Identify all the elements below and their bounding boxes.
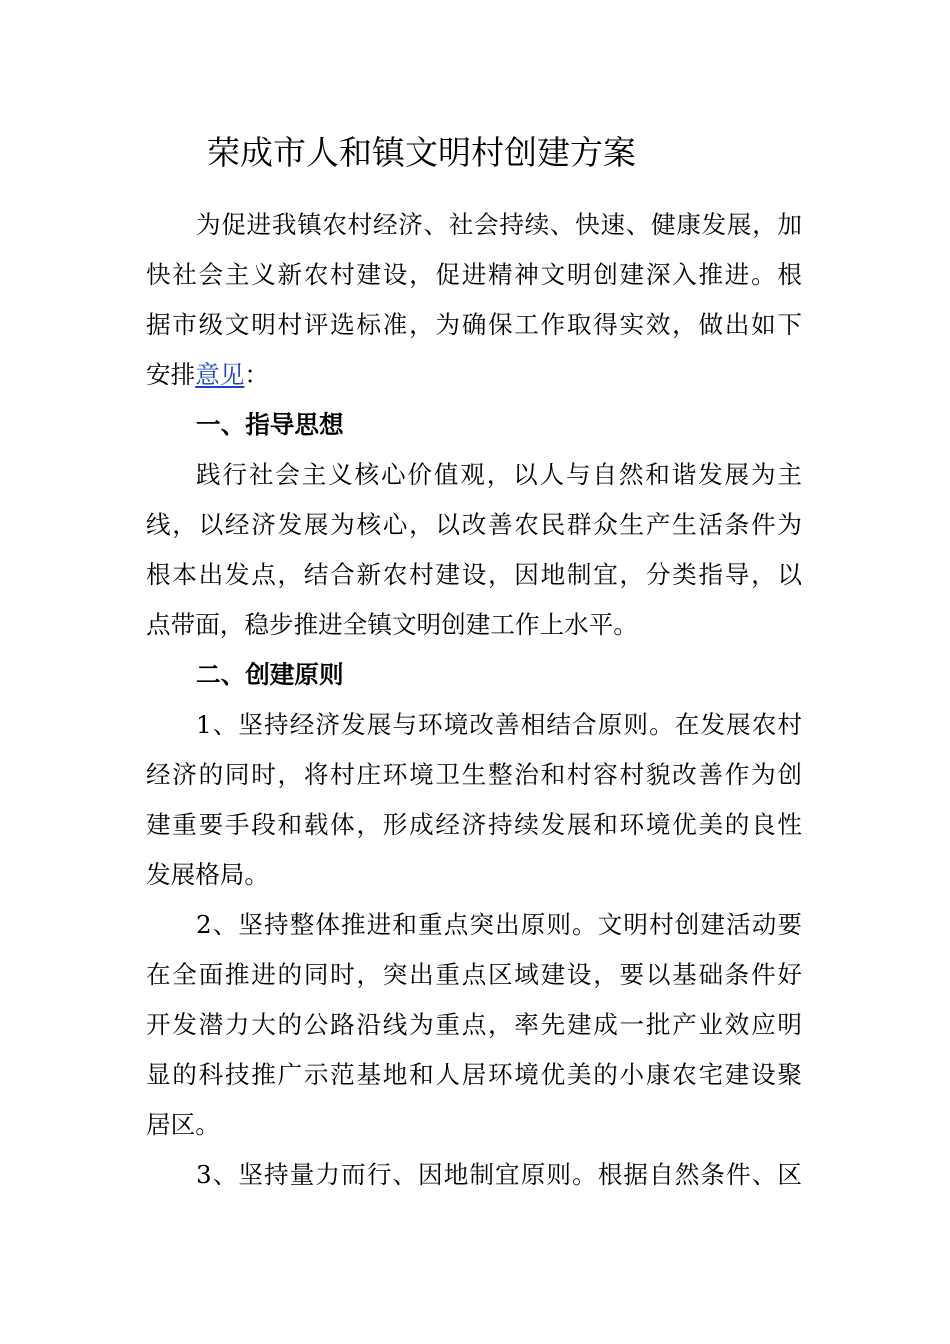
principle1-line-2: 经济的同时，将村庄环境卫生整治和村容村貌改善作为创 bbox=[146, 760, 802, 789]
section-heading-principles: 二、创建原则 bbox=[196, 660, 344, 689]
principle2-line-3: 开发潜力大的公路沿线为重点，率先建成一批产业效应明 bbox=[146, 1010, 802, 1039]
intro-line-2: 快社会主义新农村建设，促进精神文明创建深入推进。根 bbox=[146, 260, 802, 289]
intro-line-4-suffix: ： bbox=[244, 360, 270, 389]
principle1-line-3: 建重要手段和载体，形成经济持续发展和环境优美的良性 bbox=[146, 810, 802, 839]
intro-line-3: 据市级文明村评选标准，为确保工作取得实效，做出如下 bbox=[146, 310, 802, 339]
intro-line-4-prefix: 安排 bbox=[146, 360, 196, 389]
opinion-link[interactable]: 意见 bbox=[195, 360, 245, 389]
principle2-line-5: 居区。 bbox=[146, 1110, 220, 1139]
intro-line-1: 为促进我镇农村经济、社会持续、快速、健康发展，加 bbox=[196, 210, 802, 239]
principle3-line-1: 3、坚持量力而行、因地制宜原则。根据自然条件、区 bbox=[196, 1160, 802, 1189]
principle2-line-2: 在全面推进的同时，突出重点区域建设，要以基础条件好 bbox=[146, 960, 802, 989]
intro-line-4 bbox=[146, 355, 269, 395]
principle1-line-4: 发展格局。 bbox=[146, 860, 269, 889]
section-heading-guiding-thought: 一、指导思想 bbox=[196, 410, 344, 439]
section1-line-3: 根本出发点，结合新农村建设，因地制宜，分类指导，以 bbox=[146, 560, 802, 589]
section1-line-4: 点带面，稳步推进全镇文明创建工作上水平。 bbox=[146, 610, 638, 639]
principle2-line-4: 显的科技推广示范基地和人居环境优美的小康农宅建设聚 bbox=[146, 1060, 802, 1089]
section1-line-2: 线，以经济发展为核心，以改善农民群众生产生活条件为 bbox=[146, 510, 802, 539]
section1-line-1: 践行社会主义核心价值观，以人与自然和谐发展为主 bbox=[196, 460, 802, 489]
principle2-line-1: 2、坚持整体推进和重点突出原则。文明村创建活动要 bbox=[196, 910, 802, 939]
principle1-line-1: 1、坚持经济发展与环境改善相结合原则。在发展农村 bbox=[196, 710, 802, 739]
document-title: 荣成市人和镇文明村创建方案 bbox=[207, 133, 636, 172]
